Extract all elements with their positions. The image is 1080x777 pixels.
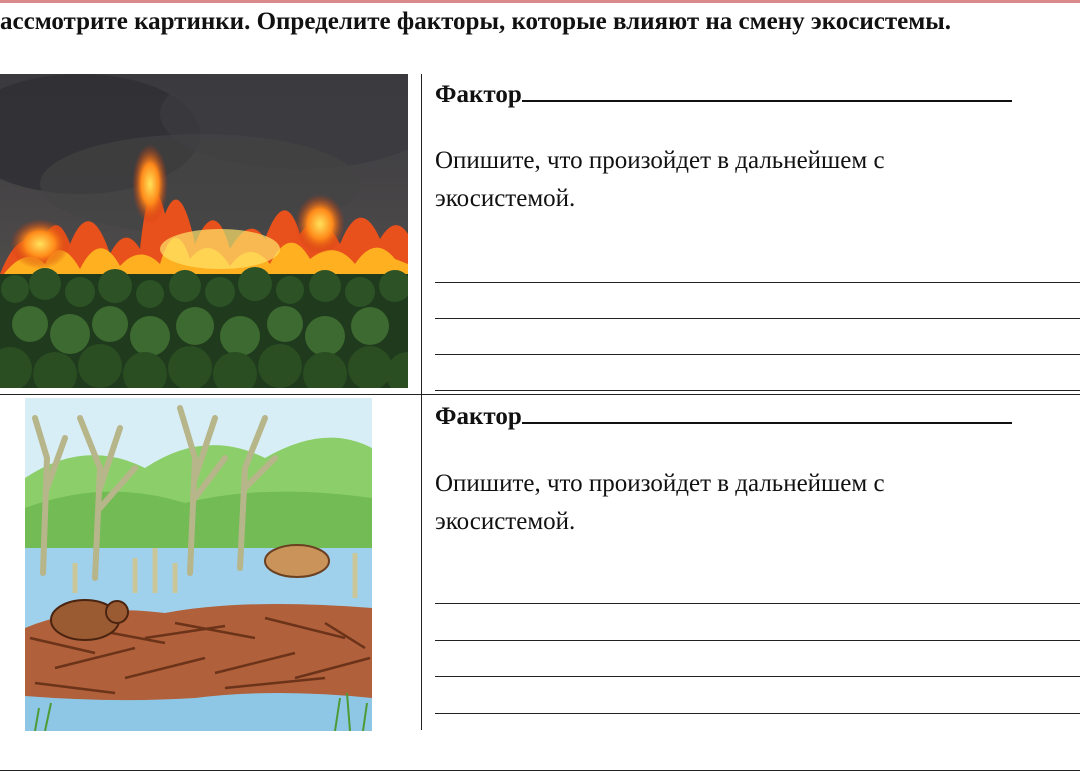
- task-title: ассмотрите картинки. Определите факторы, которые влияют на смену экосистемы.: [0, 8, 952, 35]
- factor-1-label: Фактор: [435, 81, 522, 108]
- top-border: [0, 0, 1080, 3]
- answer-line[interactable]: [435, 282, 1080, 283]
- factor-2-blank[interactable]: [522, 400, 1012, 424]
- factor-1-line[interactable]: [435, 78, 1012, 109]
- answer-line[interactable]: [435, 318, 1080, 319]
- beaver-dam-image: [25, 398, 372, 731]
- bottom-border: [0, 770, 1080, 771]
- answer-line[interactable]: [435, 640, 1080, 641]
- description-1: Опишите, что произойдет в дальнейшем с экосистемой.: [435, 147, 885, 212]
- answer-line[interactable]: [435, 603, 1080, 604]
- factor-2-line[interactable]: [435, 400, 1012, 431]
- factor-1-blank[interactable]: [522, 78, 1012, 102]
- row-divider: [0, 394, 1080, 395]
- answer-line[interactable]: [435, 713, 1080, 714]
- answer-line[interactable]: [435, 676, 1080, 677]
- answer-line[interactable]: [435, 354, 1080, 355]
- description-2: Опишите, что произойдет в дальнейшем с экосистемой.: [435, 470, 885, 535]
- column-divider: [421, 74, 422, 730]
- forest-fire-image: [0, 74, 408, 388]
- answer-line[interactable]: [435, 390, 1080, 391]
- factor-2-label: Фактор: [435, 403, 522, 430]
